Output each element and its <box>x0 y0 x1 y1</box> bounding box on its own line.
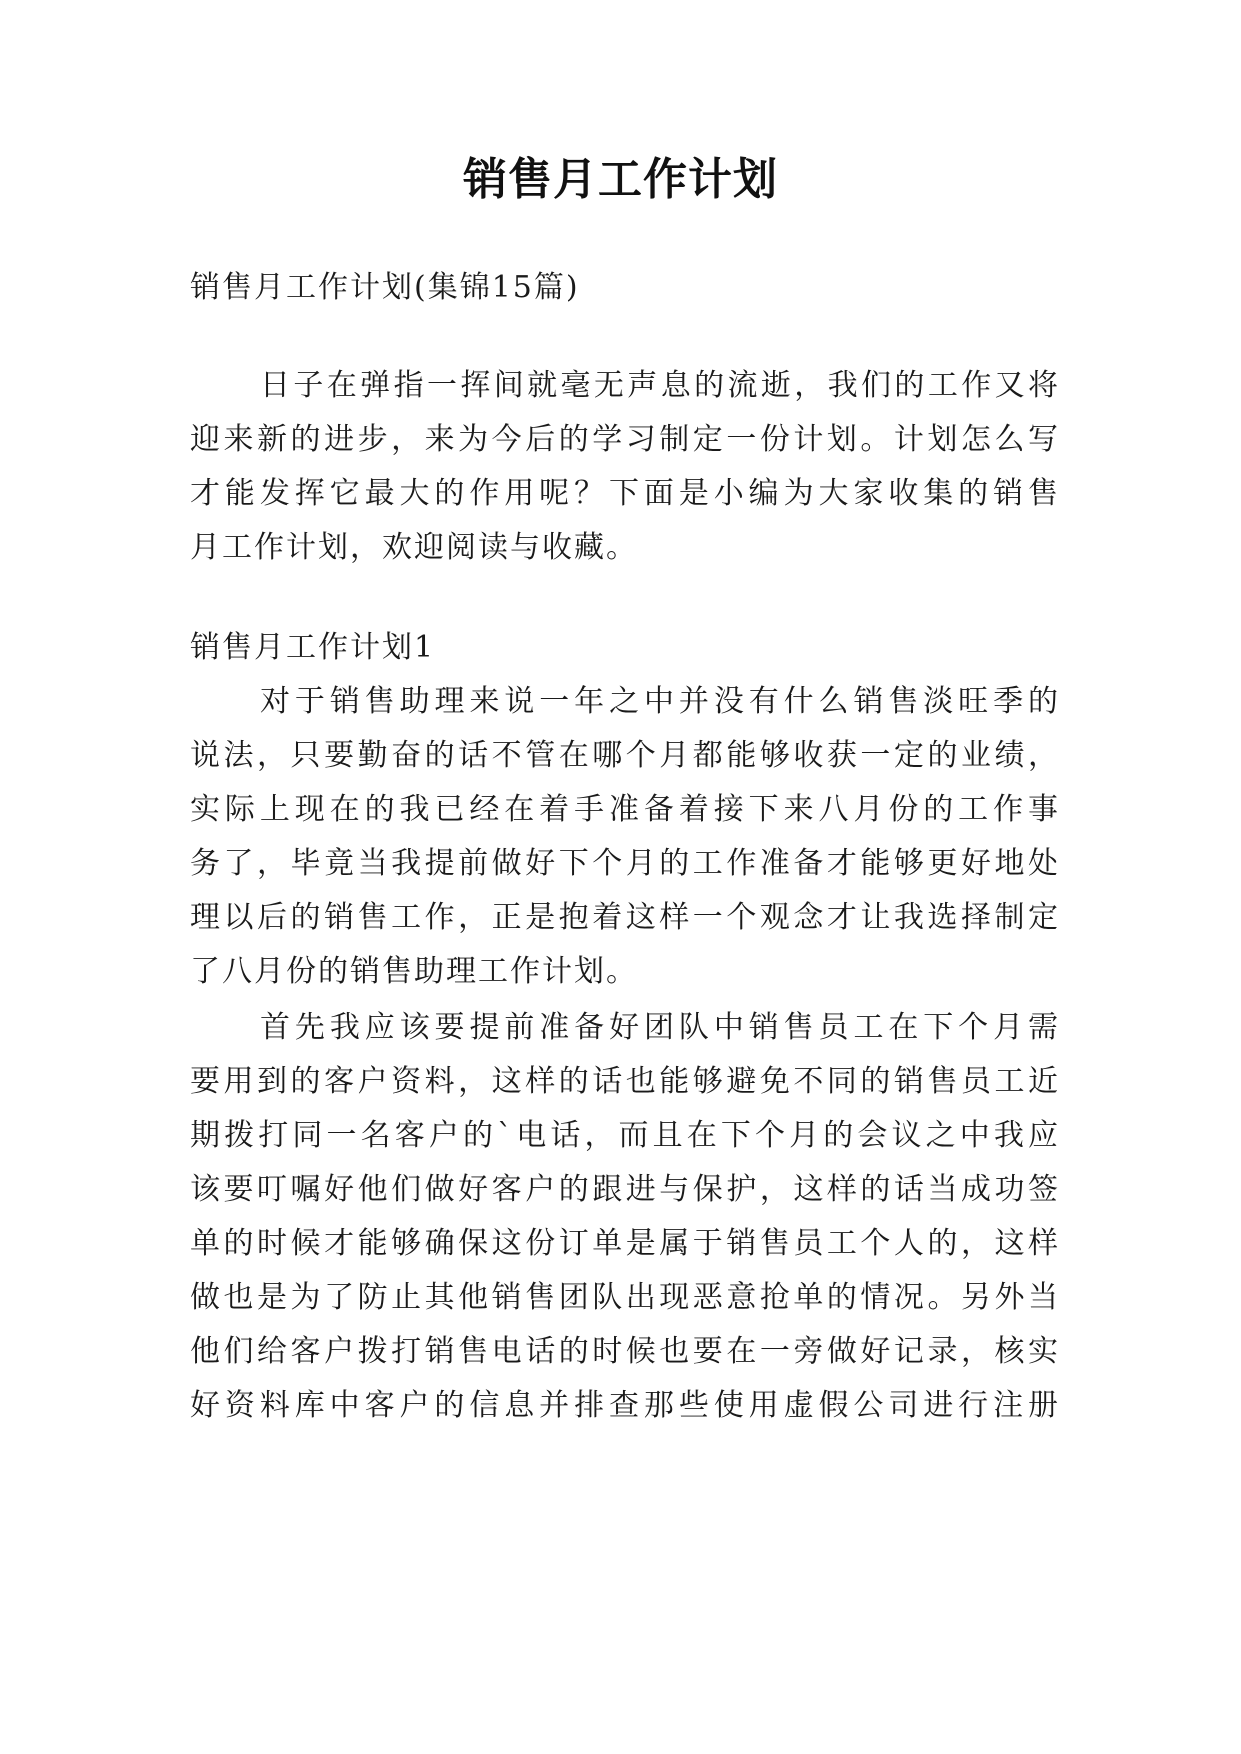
paragraph1-line-2: 说法，只要勤奋的话不管在哪个月都能够收获一定的业绩， <box>190 738 1060 773</box>
intro-line-1: 日子在弹指一挥间就毫无声息的流逝，我们的工作又将 <box>260 368 1060 403</box>
intro-line-3: 才能发挥它最大的作用呢？下面是小编为大家收集的销售 <box>190 476 1060 511</box>
section-heading: 销售月工作计划1 <box>190 630 436 665</box>
paragraph2-line-3: 期拨打同一名客户的`电话，而且在下个月的会议之中我应 <box>190 1118 1060 1153</box>
paragraph1-line-4: 务了，毕竟当我提前做好下个月的工作准备才能够更好地处 <box>190 846 1060 881</box>
document-subtitle: 销售月工作计划(集锦15篇) <box>190 270 580 305</box>
paragraph2-line-2: 要用到的客户资料，这样的话也能够避免不同的销售员工近 <box>190 1064 1060 1099</box>
paragraph2-line-1: 首先我应该要提前准备好团队中销售员工在下个月需 <box>260 1010 1060 1045</box>
paragraph1-line-6: 了八月份的销售助理工作计划。 <box>190 954 638 989</box>
paragraph1-line-3: 实际上现在的我已经在着手准备着接下来八月份的工作事 <box>190 792 1060 827</box>
intro-line-2: 迎来新的进步，来为今后的学习制定一份计划。计划怎么写 <box>190 422 1060 457</box>
intro-line-4: 月工作计划，欢迎阅读与收藏。 <box>190 530 638 565</box>
paragraph2-line-7: 他们给客户拨打销售电话的时候也要在一旁做好记录，核实 <box>190 1334 1060 1369</box>
paragraph2-line-5: 单的时候才能够确保这份订单是属于销售员工个人的，这样 <box>190 1226 1060 1261</box>
paragraph1-line-5: 理以后的销售工作，正是抱着这样一个观念才让我选择制定 <box>190 900 1060 935</box>
paragraph2-line-8: 好资料库中客户的信息并排查那些使用虚假公司进行注册 <box>190 1388 1060 1423</box>
document-title: 销售月工作计划 <box>463 154 778 205</box>
paragraph1-line-1: 对于销售助理来说一年之中并没有什么销售淡旺季的 <box>260 684 1060 719</box>
paragraph2-line-6: 做也是为了防止其他销售团队出现恶意抢单的情况。另外当 <box>190 1280 1060 1315</box>
paragraph2-line-4: 该要叮嘱好他们做好客户的跟进与保护，这样的话当成功签 <box>190 1172 1060 1207</box>
